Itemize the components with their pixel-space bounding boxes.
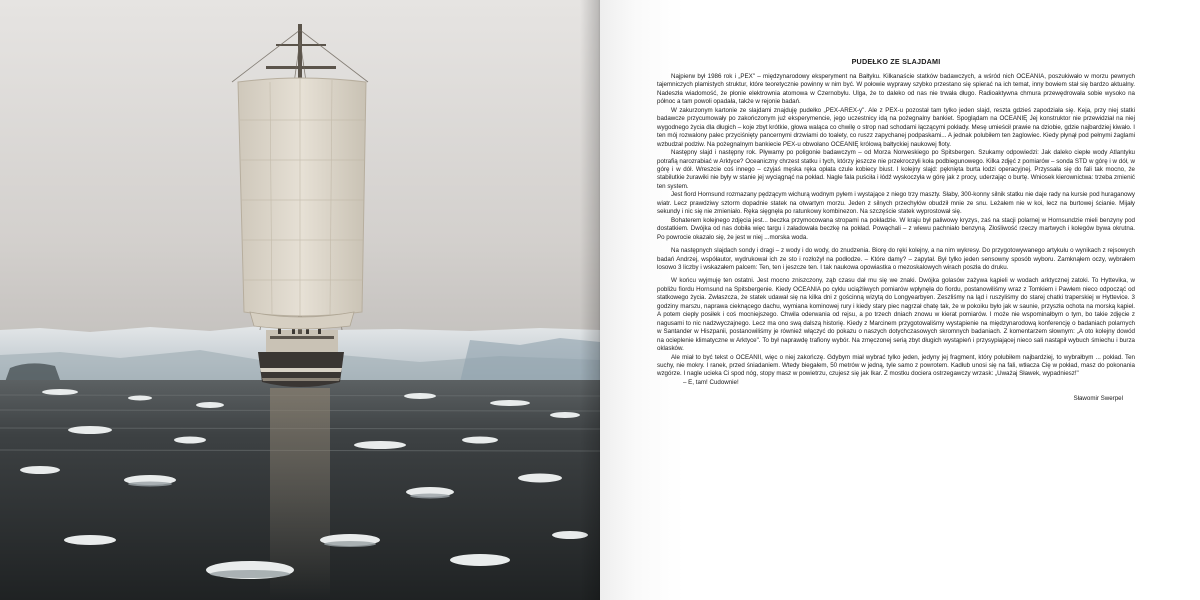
article-body bbox=[657, 73, 1135, 387]
article-paragraph: Jest fiord Hornsund rozmazany pędzącym wichurą wodnym pyłem i wystające z niego trzy maszty. Słaby, 300-konny silnik statku nie daje rady na kursie pod huraganowy wiatr. Lecz prawdziwy sztorm dopadnie statek na otwartym morzu. Jeden z silnych przechyłów obudził mnie ze snu. Leżałem nie w koi, lecz na burtowej ścianie. Mijały sekundy i nic się nie zmieniało. Ręka sięgnęła po ratunkowy kombinezon. Na szczęście statek wyprostował się. bbox=[657, 191, 1135, 216]
article-title: PUDEŁKO ZE SLAJDAMI bbox=[851, 57, 941, 66]
article-paragraph: W zakurzonym kartonie ze slajdami znajduję pudełko „PEX-AREX-y". Ale z PEX-u pozostał tam tylko jeden slajd, reszta gdzieś zapodziała się. Keja, przy niej statki badawcze przycumowały po zakończonym już eksperymencie, jego uczestnicy idą na pożegnalny bankiet. Spoglądam na OCEANIĘ Jej konstruktor nie przewidział na niej wygodnego życia dla długich – koje zbyt krótkie, głowa waląca co chwilę o strop nad schodami łączącymi pokłady. Mesę umieścił prawie na dziobie, gdzie najbardziej kiwało. I ten mój rozwalony palec przyciśnięty pancernymi drzwiami do toalety, co ruszz zapychanej podpaskami... A jednak polubiłem ten żaglowiec. Kiedy płynął pod pełnymi żaglami wzbudzał podziw. Na pożegnalnym bankiecie PEX-u obwołano OCEANIĘ królową bałtyckiej naukowej floty. bbox=[657, 106, 1135, 148]
article bbox=[657, 57, 1135, 402]
article-paragraph: Ale miał to być tekst o OCEANII, więc o niej zakończę. Gdybym miał wybrać tylko jeden, jedyny jej fragment, który polubiłem najbardziej, to wybrałbym ... pokład. Ten suchy, nie mokry. I ranek, przed śniadaniem. Wtedy biegałem, 50 metrów w jedną, tyle samo z powrotem. Kadłub unosi się na fali, wtłacza Cię w pokład, masz do pokonania wzgórze. I nagle ucieka Ci spod nóg, stopy masz w powietrzu, czujesz się jak Ikar. Z mostku dociera ostrzegawczy wrzask: „Uważaj Sławek, wypadniesz!" bbox=[657, 353, 1135, 378]
author-signature: Sławomir Swerpel bbox=[1073, 395, 1123, 403]
article-paragraph: – E, tam! Cudownie! bbox=[683, 378, 739, 386]
article-paragraph: Najpierw był 1986 rok i „PEX" – międzynarodowy eksperyment na Bałtyku. Kilkanaście statków badawczych, a wśród nich OCEANIA, poszukiwało w morzu pewnych tajemniczych plamistych struktur, które teoretycznie powinny w nim być. W połowie wyprawy szybko przestano się spierać na ich temat, inny bowiem stał się bardzo aktualny. Nadeszła wiadomość, że płonie elektrownia atomowa w Czernobylu. Ulga, że to daleko od nas nie trwała długo. Radioaktywna chmura przewędrowała sobie wysoko na północ a tam powoli opadała, także w rejonie badań. bbox=[657, 73, 1135, 106]
article-paragraph: W końcu wyjmuję ten ostatni. Jest mocno zniszczony, ząb czasu dał mu się we znaki. Dwójka golasów zażywa kąpieli w wodach arktycznej zatoki. To Hyttevika, w pobliżu fiordu Hornsund na Spitsbergenie. Kiedy OCEANIA po cyklu uciążliwych pomiarów wpłynęła do fiordu, postanowiliśmy wraz z Tomkiem i Pawłem nieco odpocząć od statkowego życia. Zwłaszcza, że statek udawał się na kilka dni z gościnną wizytą do Longyearbyen. Zeszliśmy na ląd i ruszyliśmy do starej chatki traperskiej w Hyttevice. 3 godziny marszu, naprawa cieknącego dachu, wymiana kominowej rury i kiedy stary piec nagrzał chatę tak, że w pokoiku było jak w saunie, przyszła ochota na morską kąpiel. A potem ciepły posiłek i coś mocniejszego. Chwila oderwania od rejsu, a po trzech dniach znowu w kierat pomiarów. I może nie wspominałbym o tym, bo takie zdjęcie z nagusami to nic nadzwyczajnego. Lecz ma ono swą dalszą historię. Kiedy z Marcinem przygotowaliśmy wystąpienie na międzynarodową konferencję o badaniach polarnych w Santander w Hiszpanii, postanowiliśmy je również włączyć do pokazu o naszych dotychczasowych skromnych badaniach. Z komentarzem słownym: „A oto kolejny dowód na ocieplenie klimatyczne w Arktyce". To był naprawdę trafiony wybór. Na zmęczonej serią zbyt długich wystąpień i przysypiającej nieco sali nastąpił wybuch śmiechu i burza oklasków. bbox=[657, 277, 1135, 353]
article-page bbox=[600, 0, 1200, 600]
article-paragraph: Na następnych slajdach sondy i dragi – z wody i do wody, do znudzenia. Biorę do ręki kolejny, a na nim wykresy. Do przygotowywanego artykułu o wynikach z rejsowych badań Andrzej, współautor, wydrukował ich ze sto i rozłożył na podłodze. – Które damy? – zapytał. Był tylko jeden sensowny sposób wyboru. Zamknąłem oczy, wybrałem losowo 3 liczby i wskazałem palcem: Ten, ten i jeszcze ten. I tak naukowa opowiastka o mezoskalowych wirach poszła do druku. bbox=[657, 247, 1135, 271]
article-paragraph: Następny slajd i następny rok. Pływamy po poligonie badawczym – od Morza Norweskiego po Spitsbergen. Szukamy odpowiedzi: Jak daleko ciepłe wody Atlantyku potrafią narozrabiać w Arktyce? Oceaniczny chrzest statku i tych, którzy jeszcze nie przekroczyli koła podbiegunowego. Kilka zdjęć z pomiarów – sonda STD w górę i w dół, w górę i w dół. Wreszcie coś innego – czyjaś męska ręka opłata czule kobiecy biust. I kolejny slajd: pęknięta burta łodzi operacyjnej. Przyssała się do fali tak mocno, że stabilutkie żurawiki nie były w stanie jej wyciągnąć na pokład. Nagle fala puściła i łódź wyskoczyła w górę jak z procy, uderzając o burtę. Wniosek kierownictwa: trzeba zmienić ten system. bbox=[657, 149, 1135, 190]
article-paragraph: Bohaterem kolejnego zdjęcia jest... beczka przymocowana stropami na pokładzie. W kraju był paliwowy kryzys, zaś na stacji polarnej w Hornsundzie mieli benzyny pod dostatkiem. Dwójka od nas dobiła więc targu i załadowała beczkę na pokład. Powąchali – z wlewu pachniało benzyną. Złośliwość rzeczy martwych i kolegów bywa okrutna. Po powrocie okazało się, że jest w niej ...morska woda. bbox=[657, 216, 1135, 241]
